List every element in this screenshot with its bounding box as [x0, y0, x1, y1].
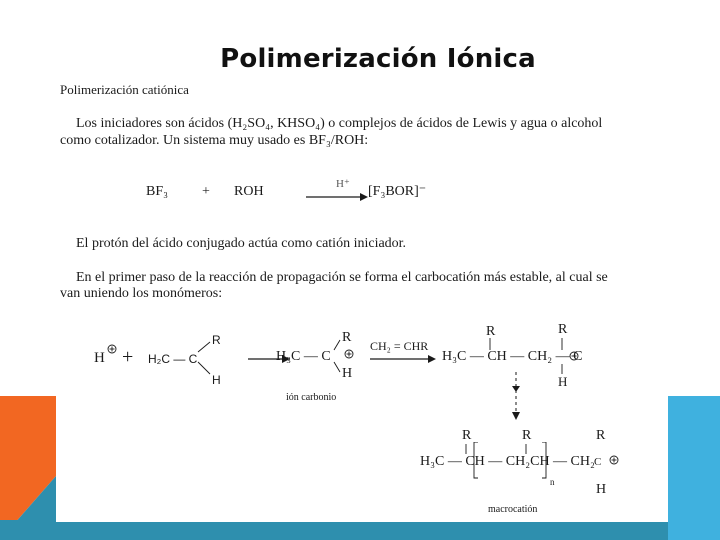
dimer-chain: H₃C — CH — CH₂ — C: [442, 349, 583, 364]
paragraph-3-line-2: van uniendo los monómeros:: [60, 286, 223, 301]
eq-reactant-bf3: BF₃: [146, 184, 169, 199]
arrow-2: [370, 354, 436, 364]
eq-product: [F₃BOR]⁻: [368, 184, 427, 199]
carbonium-r: R: [342, 330, 352, 345]
eq-proton: H⁺: [336, 178, 350, 190]
dimer-bonds: [486, 336, 586, 378]
decor-bottom-strip: [0, 520, 720, 540]
macro-c: C: [594, 456, 602, 468]
reaction-scheme: [56, 310, 668, 522]
paragraph-1-line-1: Los iniciadores son ácidos (H₂SO₄, KHSO₄) o complejos de ácidos de Lewis y agua o alcohol: [76, 116, 603, 131]
proton-charge: [107, 344, 117, 354]
monomer-h: H: [212, 373, 221, 387]
decor-right-corner: [668, 396, 720, 540]
reagent-label: CH₂ = CHR: [370, 339, 429, 353]
scheme-plus: +: [122, 346, 134, 368]
paragraph-1-line-2: como cotalizador. Un sistema muy usado es BF₃/ROH:: [60, 133, 369, 148]
eq-plus: +: [202, 184, 210, 199]
section-heading: Polimerización catiónica: [60, 82, 189, 97]
monomer-r: R: [212, 333, 221, 347]
macro-r1: R: [462, 428, 472, 443]
dimer-r2: R: [558, 322, 568, 337]
macro-label: macrocatión: [488, 504, 538, 515]
macro-h: H: [596, 482, 607, 497]
decor-left-corner: [0, 396, 56, 540]
carbonium-h: H: [342, 366, 353, 381]
macro-n: n: [550, 477, 555, 487]
carbonium-bonds: [332, 336, 356, 376]
scanned-document: [56, 80, 668, 522]
dimer-r1: R: [486, 324, 496, 339]
carbonium-label: ión carbonio: [286, 392, 337, 403]
proton-h: H: [94, 350, 105, 366]
monomer-bonds: [196, 338, 214, 378]
macro-r2: R: [522, 428, 532, 443]
bottom-teal-strip: [0, 520, 720, 540]
slide-title: Polimerización Iónica: [220, 44, 536, 74]
paragraph-3-line-1: En el primer paso de la reacción de propagación se forma el carbocatión más estable, al cual se: [76, 270, 608, 285]
monomer-chain: H₂C — C: [148, 352, 198, 366]
eq-reactant-roh: ROH: [234, 184, 264, 199]
dimer-h: H: [558, 374, 568, 389]
paragraph-2: El protón del ácido conjugado actúa como catión iniciador.: [76, 236, 407, 251]
carbonium-chain: H₃C — C: [276, 349, 331, 364]
eq-reaction-arrow: [306, 192, 368, 202]
macro-r3: R: [596, 428, 606, 443]
macro-chain: H₃C — CH — CH₂CH — CH₂: [420, 454, 595, 469]
light-blue-block: [668, 396, 720, 540]
down-arrow-dashed: [510, 372, 522, 422]
macro-bonds: [456, 442, 626, 482]
